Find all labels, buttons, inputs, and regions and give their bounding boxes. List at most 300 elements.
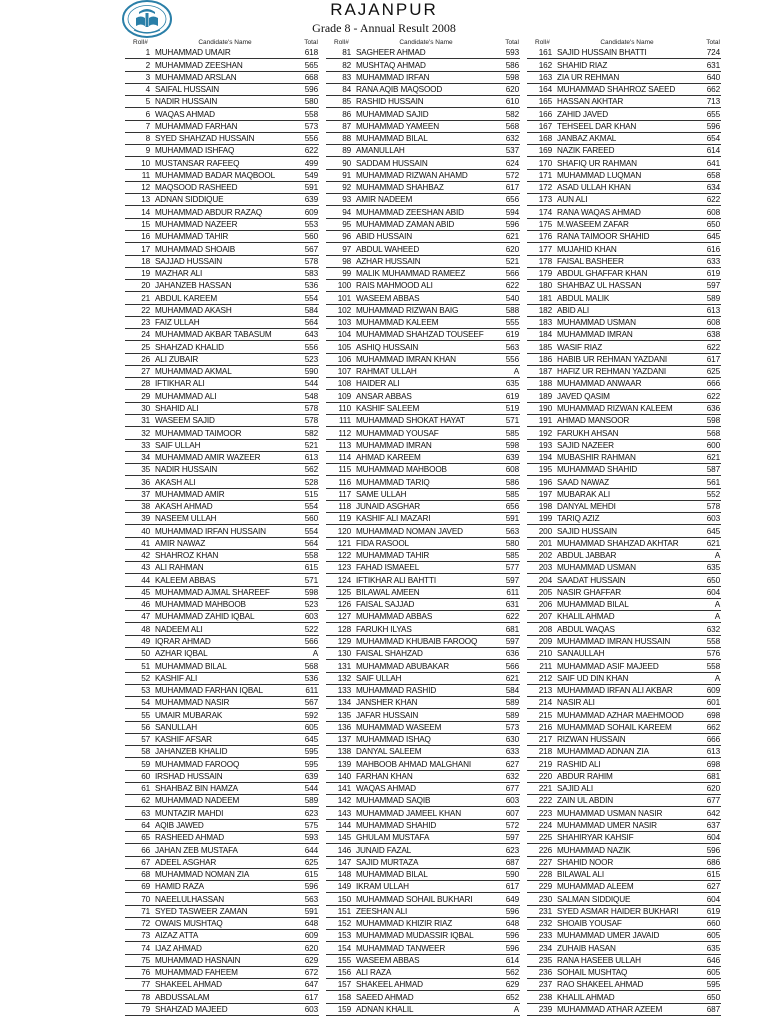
- table-row: [125, 783, 319, 795]
- roll-number: 43: [141, 563, 150, 573]
- roll-number: 174: [538, 207, 552, 217]
- roll-number: 223: [538, 808, 552, 818]
- total-marks: 622: [505, 281, 519, 291]
- total-marks: 575: [304, 821, 318, 830]
- total-marks: 668: [304, 72, 318, 82]
- roll-number: 33: [141, 440, 150, 450]
- candidate-name: SAJID HUSSAIN: [557, 526, 617, 536]
- table-row: [125, 820, 319, 832]
- table-row: [326, 341, 520, 353]
- candidate-name: MUHAMMAD ABDUR RAZAQ: [155, 207, 263, 217]
- table-row: [326, 525, 520, 537]
- candidate-name: MUHAMMAD IRFAN HUSSAIN: [155, 526, 266, 536]
- total-marks: 560: [304, 514, 318, 524]
- candidate-name: MUHAMMAD SHAHID: [356, 821, 437, 830]
- roll-number: 204: [538, 575, 552, 585]
- roll-number: 186: [538, 354, 552, 364]
- candidate-name: MUHAMMAD NOMAN ZIA: [155, 870, 250, 880]
- candidate-name: OWAIS MUSHTAQ: [155, 919, 223, 929]
- total-marks: 621: [505, 673, 519, 683]
- total-marks: 571: [304, 575, 318, 585]
- candidate-name: MUHAMMAD ATHAR AZEEM: [557, 1004, 663, 1014]
- roll-number: 37: [141, 489, 150, 499]
- roll-number: 75: [141, 955, 150, 965]
- candidate-name: MUHAMMAD IRFAN: [356, 72, 430, 82]
- table-row: [527, 599, 721, 611]
- roll-number: 61: [141, 784, 150, 794]
- roll-number: 88: [342, 134, 351, 144]
- roll-number: 235: [538, 955, 552, 965]
- roll-number: 12: [141, 183, 150, 193]
- roll-number: 137: [337, 735, 351, 745]
- roll-number: 188: [538, 379, 552, 389]
- total-marks: 600: [706, 440, 720, 450]
- total-marks: 620: [304, 943, 318, 953]
- roll-number: 83: [342, 72, 351, 82]
- table-row: [326, 869, 520, 881]
- name-header: Candidate's Name: [399, 39, 453, 46]
- candidate-name: SAJID HUSSAIN BHATTI: [557, 48, 647, 58]
- roll-number: 140: [337, 771, 351, 781]
- total-marks: 558: [706, 637, 720, 647]
- candidate-name: SAGHEER AHMAD: [356, 48, 426, 58]
- total-marks: 576: [706, 649, 720, 659]
- candidate-name: SHAHZAD MAJEED: [155, 1004, 228, 1014]
- candidate-name: JUNAID ASGHAR: [356, 502, 421, 512]
- candidate-name: BILAWAL ALI: [557, 870, 605, 880]
- roll-number: 198: [538, 502, 552, 512]
- total-marks: 627: [505, 759, 519, 769]
- total-marks: 633: [505, 747, 519, 757]
- total-marks: 623: [505, 845, 519, 855]
- table-row: [326, 256, 520, 268]
- candidate-name: MUHAMMAD TAHIR: [356, 551, 430, 561]
- roll-number: 51: [141, 661, 150, 671]
- candidate-name: SHAHID NOOR: [557, 857, 614, 867]
- total-marks: 619: [505, 330, 519, 340]
- roll-number: 40: [141, 526, 150, 536]
- table-row: [527, 170, 721, 182]
- candidate-name: MUHAMMAD RIZWAN BAIG: [356, 305, 459, 315]
- total-marks: 638: [706, 330, 720, 340]
- candidate-name: MUHAMMAD RIZWAN AHAMD: [356, 170, 468, 180]
- roll-number: 171: [538, 170, 552, 180]
- total-marks: A: [714, 612, 720, 622]
- total-marks: 590: [505, 870, 519, 880]
- total-marks: 560: [304, 232, 318, 242]
- candidate-name: MUNTAZIR MAHDI: [155, 808, 224, 818]
- total-marks: 611: [506, 587, 519, 597]
- total-marks: 615: [304, 870, 318, 880]
- total-marks: A: [513, 1004, 519, 1014]
- total-marks: 596: [505, 943, 519, 953]
- roll-number: 208: [538, 624, 552, 634]
- table-row: [125, 844, 319, 856]
- roll-number: 7: [145, 121, 150, 131]
- candidate-name: KHALIL AHMAD: [557, 612, 615, 622]
- table-row: [125, 243, 319, 255]
- table-row: [527, 574, 721, 586]
- table-row: [125, 611, 319, 623]
- candidate-name: MUHAMMAD SOHAIL KAREEM: [557, 722, 672, 732]
- roll-number: 25: [141, 342, 150, 352]
- table-row: [125, 206, 319, 218]
- table-row: [125, 832, 319, 844]
- candidate-name: MUHAMMAD RASHID: [356, 686, 437, 696]
- table-row: [125, 574, 319, 586]
- table-row: [527, 513, 721, 525]
- roll-number: 147: [337, 857, 351, 867]
- candidate-name: MUHAMMAD JAMEEL KHAN: [356, 808, 461, 818]
- candidate-name: SHAFIQ UR RAHMAN: [557, 158, 637, 168]
- candidate-name: RASHID ALI: [557, 759, 601, 769]
- total-marks: 622: [706, 342, 720, 352]
- total-marks: 566: [505, 269, 519, 279]
- result-column-2: [326, 38, 520, 1024]
- roll-number: 129: [337, 637, 351, 647]
- roll-number: 18: [141, 256, 150, 266]
- table-row: [326, 440, 520, 452]
- table-row: [527, 795, 721, 807]
- roll-number: 233: [538, 931, 552, 941]
- roll-number: 76: [141, 968, 150, 978]
- total-marks: 617: [505, 183, 519, 193]
- table-row: [527, 857, 721, 869]
- total-marks: 572: [505, 170, 519, 180]
- roll-number: 2: [145, 60, 150, 70]
- roll-number: 67: [141, 857, 150, 867]
- table-row: [326, 967, 520, 979]
- roll-number: 185: [538, 342, 552, 352]
- table-row: [125, 636, 319, 648]
- total-marks: 666: [706, 735, 720, 745]
- roll-number: 214: [538, 698, 552, 708]
- table-row: [527, 121, 721, 133]
- table-row: [326, 47, 520, 59]
- total-marks: 610: [505, 97, 519, 107]
- total-marks: 617: [304, 992, 318, 1002]
- roll-number: 113: [338, 440, 351, 450]
- candidate-name: SHAHID ALI: [155, 403, 199, 413]
- roll-number: 77: [141, 980, 150, 990]
- total-marks: 617: [706, 354, 720, 364]
- candidate-name: SANAULLAH: [557, 649, 605, 659]
- candidate-name: AIZAZ ATTA: [155, 931, 199, 941]
- total-marks: 622: [706, 391, 720, 401]
- roll-number: 44: [141, 575, 150, 585]
- table-row: [125, 182, 319, 194]
- roll-number: 203: [538, 563, 552, 573]
- table-row: [326, 317, 520, 329]
- table-row: [326, 574, 520, 586]
- candidate-name: RASHEED AHMAD: [155, 833, 225, 843]
- total-marks: 585: [505, 489, 519, 499]
- total-marks: 568: [505, 121, 519, 131]
- total-marks: 597: [505, 575, 519, 585]
- candidate-name: MUHAMMAD MUDASSIR IQBAL: [356, 931, 474, 941]
- roll-number: 28: [141, 379, 150, 389]
- total-marks: 604: [706, 587, 720, 597]
- candidate-name: MUHAMMAD SHAHZAD TOUSEEF: [356, 330, 484, 340]
- candidate-name: ALI ZUBAIR: [155, 354, 199, 364]
- candidate-name: BILAWAL AMEEN: [356, 587, 420, 597]
- roll-number: 134: [337, 698, 351, 708]
- candidate-name: NADEEM ALI: [155, 624, 203, 634]
- total-marks: 603: [304, 1004, 318, 1014]
- candidate-name: SHAHROZ KHAN: [155, 551, 219, 561]
- table-row: [125, 366, 319, 378]
- candidate-name: TARIQ AZIZ: [557, 514, 600, 524]
- roll-number: 222: [538, 796, 552, 806]
- total-marks: 552: [706, 489, 720, 499]
- table-row: [125, 697, 319, 709]
- roll-number: 201: [538, 538, 552, 548]
- total-marks: 677: [706, 796, 720, 806]
- roll-number: 196: [538, 477, 552, 487]
- roll-number: 166: [538, 109, 552, 119]
- candidate-name: NAEELULHASSAN: [155, 894, 225, 904]
- roll-number: 110: [338, 403, 351, 413]
- total-marks: 595: [304, 747, 318, 757]
- candidate-name: FAISAL SAJJAD: [356, 600, 415, 610]
- table-row: [326, 648, 520, 660]
- candidate-name: ABID HUSSAIN: [356, 232, 412, 242]
- table-row: [125, 550, 319, 562]
- total-marks: 650: [706, 219, 720, 229]
- table-row: [326, 955, 520, 967]
- candidate-name: FAHAD ISMAEEL: [356, 563, 420, 573]
- table-row: [326, 452, 520, 464]
- table-row: [527, 771, 721, 783]
- candidate-name: MUHAMMAD YOUSAF: [356, 428, 439, 438]
- table-row: [527, 611, 721, 623]
- candidate-name: MAQSOOD RASHEED: [155, 183, 238, 193]
- roll-number: 17: [141, 244, 150, 254]
- candidate-name: ABDUR RAHIM: [557, 771, 613, 781]
- total-marks: 713: [706, 97, 720, 107]
- total-marks: 645: [706, 232, 720, 242]
- total-marks: 521: [304, 440, 318, 450]
- total-marks: 580: [505, 538, 519, 548]
- candidate-name: MUHAMMAD SHOKAT HAYAT: [356, 416, 465, 426]
- table-row: [527, 820, 721, 832]
- total-marks: 585: [505, 551, 519, 561]
- roll-number: 138: [337, 747, 351, 757]
- total-marks: 647: [304, 980, 318, 990]
- table-row: [326, 734, 520, 746]
- roll-number: 32: [141, 428, 150, 438]
- table-row: [125, 317, 319, 329]
- candidate-name: MUJAHID KHAN: [557, 244, 617, 254]
- roll-number: 227: [538, 857, 552, 867]
- table-row: [527, 280, 721, 292]
- candidate-name: MUHAMMAD BADAR MAQBOOL: [155, 170, 275, 180]
- roll-number: 10: [141, 158, 150, 168]
- total-marks: 522: [304, 624, 318, 634]
- total-marks: 650: [706, 575, 720, 585]
- candidate-name: TEHSEEL DAR KHAN: [557, 121, 637, 131]
- total-marks: 605: [706, 968, 720, 978]
- roll-number: 42: [141, 551, 150, 561]
- roll-number: 24: [141, 330, 150, 340]
- roll-number: 117: [338, 489, 351, 499]
- total-marks: 639: [505, 453, 519, 463]
- total-marks: 548: [304, 391, 318, 401]
- table-row: [125, 599, 319, 611]
- roll-number: 38: [141, 502, 150, 512]
- roll-number: 34: [141, 453, 150, 463]
- table-row: [125, 1004, 319, 1016]
- table-row: [125, 84, 319, 96]
- roll-number: 192: [538, 428, 552, 438]
- total-marks: 635: [706, 943, 720, 953]
- table-row: [527, 145, 721, 157]
- candidate-name: MUHAMMAD SOHAIL BUKHARI: [356, 894, 473, 904]
- roll-number: 100: [337, 281, 351, 291]
- roll-number: 237: [538, 980, 552, 990]
- roll-number: 49: [141, 637, 150, 647]
- roll-number: 109: [337, 391, 351, 401]
- table-row: [125, 59, 319, 71]
- total-header: Total: [706, 39, 720, 46]
- roll-number: 30: [141, 403, 150, 413]
- roll-number: 177: [538, 244, 552, 254]
- table-row: [527, 869, 721, 881]
- total-marks: 590: [304, 367, 318, 377]
- candidate-name: AHMAD KAREEM: [356, 453, 421, 463]
- candidate-name: RANA AQIB MAQSOOD: [356, 85, 443, 95]
- table-row: [326, 354, 520, 366]
- roll-number: 181: [538, 293, 552, 303]
- total-marks: 681: [706, 771, 720, 781]
- table-row: [527, 832, 721, 844]
- roll-number: 153: [337, 931, 351, 941]
- total-marks: A: [714, 551, 720, 561]
- candidate-name: MUHAMMAD ABUBAKAR: [356, 661, 449, 671]
- table-row: [125, 415, 319, 427]
- roll-number: 93: [342, 195, 351, 205]
- roll-number: 151: [337, 906, 351, 916]
- roll-number: 72: [141, 919, 150, 929]
- total-marks: 596: [505, 219, 519, 229]
- candidate-name: NASIR ALI: [557, 698, 595, 708]
- table-row: [527, 722, 721, 734]
- roll-number: 128: [337, 624, 351, 634]
- roll-number: 102: [337, 305, 351, 315]
- roll-number: 159: [337, 1004, 351, 1014]
- table-row: [125, 709, 319, 721]
- roll-number: 59: [141, 759, 150, 769]
- candidate-name: RANA TAIMOOR SHAHID: [557, 232, 650, 242]
- roll-number: 163: [538, 72, 552, 82]
- roll-number: 184: [538, 330, 552, 340]
- total-marks: 607: [505, 808, 519, 818]
- roll-header: Roll#: [334, 39, 349, 46]
- table-row: [326, 930, 520, 942]
- roll-number: 31: [141, 416, 150, 426]
- table-row: [326, 489, 520, 501]
- table-row: [527, 194, 721, 206]
- roll-number: 178: [538, 256, 552, 266]
- candidate-name: FAISAL SHAHZAD: [356, 649, 423, 659]
- candidate-name: AKASH AHMAD: [155, 502, 213, 512]
- total-marks: 686: [706, 857, 720, 867]
- total-marks: 645: [706, 526, 720, 536]
- roll-number: 127: [337, 612, 351, 622]
- table-row: [125, 256, 319, 268]
- total-marks: 596: [505, 931, 519, 941]
- roll-number: 205: [538, 587, 552, 597]
- table-row: [125, 930, 319, 942]
- roll-number: 57: [141, 735, 150, 745]
- roll-number: 168: [538, 134, 552, 144]
- table-row: [527, 685, 721, 697]
- table-row: [527, 636, 721, 648]
- roll-number: 36: [141, 477, 150, 487]
- total-marks: A: [714, 673, 720, 683]
- candidate-name: MUHAMMAD LUQMAN: [557, 170, 642, 180]
- roll-number: 170: [538, 158, 552, 168]
- candidate-name: MUHAMMAD AKASH: [155, 305, 232, 315]
- roll-number: 87: [342, 121, 351, 131]
- total-marks: 561: [706, 477, 720, 487]
- table-row: [326, 427, 520, 439]
- table-row: [326, 415, 520, 427]
- table-row: [125, 329, 319, 341]
- roll-number: 224: [538, 821, 552, 830]
- table-row: [125, 807, 319, 819]
- roll-number: 47: [141, 612, 150, 622]
- table-row: [326, 795, 520, 807]
- table-row: [326, 280, 520, 292]
- total-marks: 660: [706, 919, 720, 929]
- candidate-name: FARUKH AHSAN: [557, 428, 619, 438]
- total-marks: 515: [304, 489, 318, 499]
- table-row: [527, 243, 721, 255]
- total-marks: 596: [706, 121, 720, 131]
- candidate-name: RAIS MAHMOOD ALI: [356, 281, 433, 291]
- table-row: [326, 991, 520, 1003]
- total-marks: 556: [505, 354, 519, 364]
- roll-number: 200: [538, 526, 552, 536]
- candidate-name: MUHAMMAD AZHAR MAEHMOOD: [557, 710, 684, 720]
- table-row: [326, 979, 520, 991]
- table-row: [527, 206, 721, 218]
- total-marks: 643: [304, 330, 318, 340]
- candidate-name: AMANULLAH: [356, 146, 405, 156]
- table-row: [326, 820, 520, 832]
- total-marks: 635: [706, 563, 720, 573]
- candidate-name: JAHAN ZEB MUSTAFA: [155, 845, 238, 855]
- table-row: [326, 476, 520, 488]
- roll-number: 29: [141, 391, 150, 401]
- candidate-name: MUHAMMAD SAQIB: [356, 796, 431, 806]
- table-row: [326, 501, 520, 513]
- candidate-name: MUHAMMAD MAHBOOB: [356, 465, 447, 475]
- total-marks: 672: [304, 968, 318, 978]
- total-marks: 597: [505, 833, 519, 843]
- table-row: [125, 194, 319, 206]
- table-row: [527, 256, 721, 268]
- table-row: [326, 206, 520, 218]
- total-marks: 604: [706, 833, 720, 843]
- candidate-name: NAZIK FAREED: [557, 146, 615, 156]
- total-marks: 629: [304, 955, 318, 965]
- table-row: [527, 292, 721, 304]
- total-marks: 595: [304, 759, 318, 769]
- table-row: [527, 354, 721, 366]
- table-row: [125, 955, 319, 967]
